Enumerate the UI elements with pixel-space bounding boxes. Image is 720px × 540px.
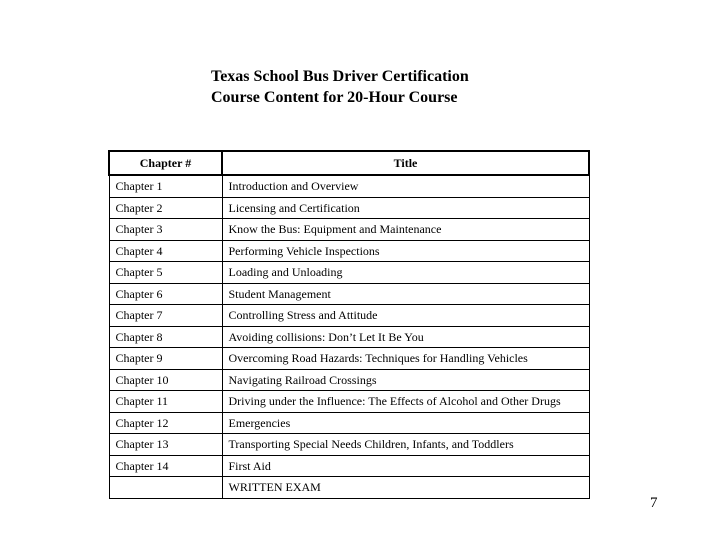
chapter-cell: Chapter 8 [109,326,222,348]
chapter-cell: Chapter 1 [109,175,222,197]
chapter-cell: Chapter 14 [109,455,222,477]
table-row [109,412,589,434]
document-heading [211,66,469,108]
table-row [109,391,589,413]
title-cell: Loading and Unloading [222,262,589,284]
title-cell: First Aid [222,455,589,477]
table-row [109,305,589,327]
header-chapter: Chapter # [109,151,222,175]
chapter-cell: Chapter 3 [109,219,222,241]
table-row [109,369,589,391]
course-content-table [108,150,590,499]
header-title: Title [222,151,589,175]
chapter-cell [109,477,222,499]
title-cell: WRITTEN EXAM [222,477,589,499]
table-row [109,175,589,197]
title-cell: Transporting Special Needs Children, Infants, and Toddlers [222,434,589,456]
heading-line-1: Texas School Bus Driver Certification [211,68,469,85]
table-row [109,240,589,262]
chapter-cell: Chapter 10 [109,369,222,391]
chapter-cell: Chapter 2 [109,197,222,219]
chapter-cell: Chapter 7 [109,305,222,327]
title-cell: Avoiding collisions: Don’t Let It Be You [222,326,589,348]
chapter-cell: Chapter 13 [109,434,222,456]
title-cell: Driving under the Influence: The Effects of Alcohol and Other Drugs [222,391,589,413]
title-cell: Performing Vehicle Inspections [222,240,589,262]
table-row [109,348,589,370]
page-number: 7 [650,495,658,511]
title-cell: Overcoming Road Hazards: Techniques for Handling Vehicles [222,348,589,370]
table-row [109,197,589,219]
chapter-cell: Chapter 12 [109,412,222,434]
chapter-cell: Chapter 4 [109,240,222,262]
table-row [109,477,589,499]
chapter-cell: Chapter 11 [109,391,222,413]
title-cell: Navigating Railroad Crossings [222,369,589,391]
chapter-cell: Chapter 9 [109,348,222,370]
table-row [109,262,589,284]
table-header-row [109,151,589,175]
title-cell: Know the Bus: Equipment and Maintenance [222,219,589,241]
title-cell: Controlling Stress and Attitude [222,305,589,327]
table-row [109,455,589,477]
title-cell: Student Management [222,283,589,305]
chapter-cell: Chapter 5 [109,262,222,284]
title-cell: Introduction and Overview [222,175,589,197]
title-cell: Licensing and Certification [222,197,589,219]
table-row [109,283,589,305]
table-row [109,326,589,348]
chapter-cell: Chapter 6 [109,283,222,305]
table-row [109,434,589,456]
heading-line-2: Course Content for 20-Hour Course [211,89,458,106]
table-row [109,219,589,241]
title-cell: Emergencies [222,412,589,434]
